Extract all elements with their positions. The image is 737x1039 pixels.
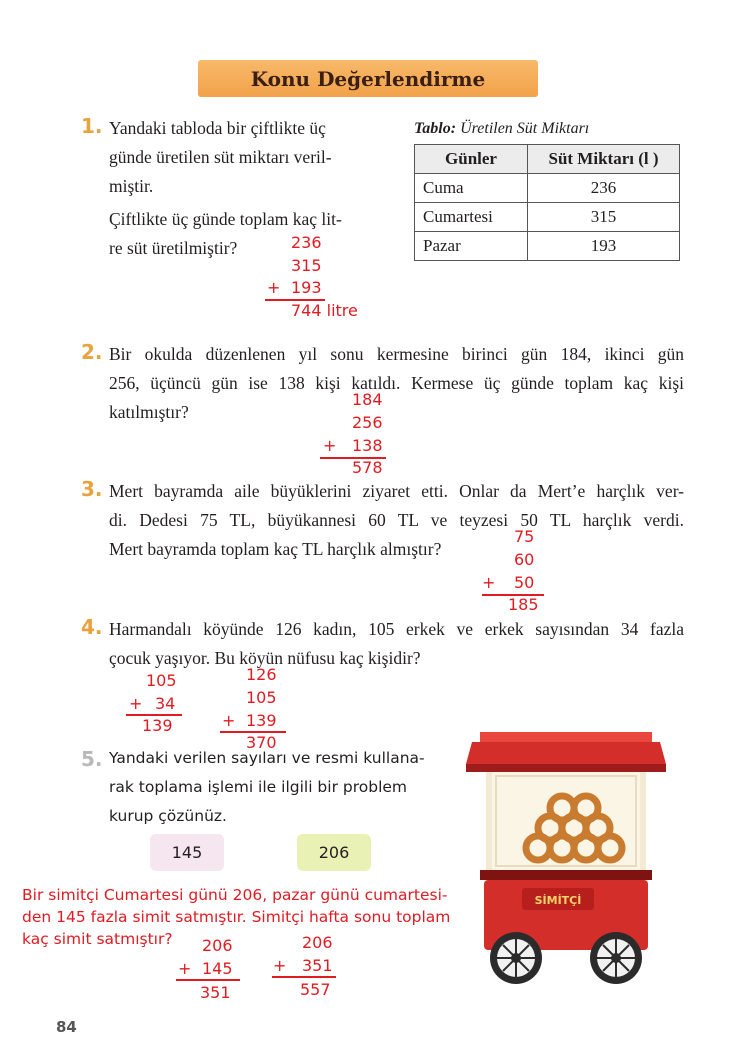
text-line: Harmandalı köyünde 126 kadın, 105 erkek ve erkek sayısından 34 fazla: [109, 619, 684, 639]
number-box-145: [150, 834, 224, 871]
answer-q1-n3: 193: [291, 278, 322, 297]
text-line: Mert bayramda aile büyüklerini ziyaret etti. Onlar da Mert’e harçlık ver-: [109, 481, 684, 501]
cart-counter: [480, 870, 652, 880]
table-cell: 236: [528, 174, 680, 203]
table-caption: [414, 120, 589, 138]
question-number-3: 3.: [81, 477, 103, 501]
cart-wheel-right: [590, 932, 642, 984]
table-caption-text: Üretilen Süt Miktarı: [460, 120, 590, 137]
answer-q1-plus: +: [267, 278, 281, 297]
table-row: [415, 203, 680, 232]
answer-q1-n2: 315: [291, 256, 322, 275]
section-title: Konu Değerlendirme: [250, 66, 486, 91]
simit-cart-illustration: [466, 730, 666, 992]
answer-q1-n1: 236: [291, 233, 322, 252]
page-number: 84: [56, 1018, 77, 1036]
answer-q3-n2: 60: [514, 550, 535, 569]
answer-q5a-n1: 206: [202, 936, 233, 955]
number-box-value: 206: [318, 843, 350, 862]
cart-roof-edge: [466, 764, 666, 772]
answer-q5b-n1: 206: [302, 933, 333, 952]
text-line: Çiftlikte üç günde toplam kaç lit-: [109, 209, 342, 229]
text-line: kurup çözünüz.: [109, 807, 227, 825]
table-cell: Cuma: [415, 174, 528, 203]
table-header-row: [415, 145, 680, 174]
question-number-1: 1.: [81, 114, 103, 138]
question-number-2: 2.: [81, 340, 103, 364]
answer-q5b-line: [272, 976, 336, 978]
text-line: Bir okulda düzenlenen yıl sonu kermesine birinci gün 184, ikinci gün: [109, 344, 684, 364]
table-row: [415, 174, 680, 203]
table-cell: 315: [528, 203, 680, 232]
number-box-206: [297, 834, 371, 871]
table-cell: Pazar: [415, 232, 528, 261]
text-line: den 145 fazla simit satmıştır. Simitçi hafta sonu toplam: [22, 908, 451, 926]
question-4-text: [109, 615, 684, 673]
answer-q4a-plus: +: [129, 694, 143, 713]
answer-q5a-n2: 145: [202, 959, 233, 978]
answer-q5a-result: 351: [200, 983, 231, 1002]
question-1-text: [109, 114, 409, 263]
text-line: Bir simitçi Cumartesi günü 206, pazar günü cumartesi-: [22, 886, 448, 904]
answer-q4b-n3: 139: [246, 711, 277, 730]
text-line: di. Dedesi 75 TL, büyükannesi 60 TL ve teyzesi 50 TL harçlık verdi.: [109, 510, 684, 530]
answer-q5b-result: 557: [300, 980, 331, 999]
question-2-text: [109, 340, 684, 427]
question-3-text: [109, 477, 684, 564]
text-line: günde üretilen süt miktarı veril-: [109, 147, 332, 167]
table-header: Süt Miktarı (l ): [528, 145, 680, 174]
text-line: miştir.: [109, 176, 154, 196]
answer-q3-plus: +: [482, 573, 496, 592]
answer-q4b-result: 370: [246, 733, 277, 752]
table-header: Günler: [415, 145, 528, 174]
answer-q2-n3: 138: [352, 436, 383, 455]
answer-q5b-plus: +: [273, 956, 287, 975]
answer-q4b-plus: +: [222, 711, 236, 730]
answer-q5b-n2: 351: [302, 956, 333, 975]
table-row: [415, 232, 680, 261]
answer-q4b-n1: 126: [246, 665, 277, 684]
section-title-banner: [198, 60, 538, 97]
answer-q3-result: 185: [508, 595, 539, 614]
cart-post-left: [486, 772, 492, 872]
cart-wheel-left: [490, 932, 542, 984]
answer-q2-n2: 256: [352, 413, 383, 432]
cart-label: SİMİTÇİ: [534, 894, 582, 907]
handwritten-problem: [22, 884, 492, 950]
text-line: 256, üçüncü gün ise 138 kişi katıldı. Kermese üç günde toplam kaç kişi: [109, 373, 684, 393]
text-line: katılmıştır?: [109, 402, 189, 422]
answer-q5a-line: [176, 979, 240, 981]
answer-q3-n1: 75: [514, 527, 535, 546]
question-number-5: 5.: [81, 747, 103, 771]
text-line: rak toplama işlemi ile ilgili bir problem: [109, 778, 408, 796]
answer-q5a-plus: +: [178, 959, 192, 978]
text-line: Yandaki verilen sayıları ve resmi kullana-: [109, 749, 425, 767]
answer-q4b-n2: 105: [246, 688, 277, 707]
milk-table: [414, 144, 680, 261]
text-line: Yandaki tabloda bir çiftlikte üç: [109, 118, 326, 138]
cart-roof-top: [480, 732, 652, 742]
answer-q3-n3: 50: [514, 573, 535, 592]
question-5-text: [109, 744, 439, 831]
answer-q1-result: 744 litre: [291, 301, 358, 320]
number-box-value: 145: [171, 843, 203, 862]
question-number-4: 4.: [81, 615, 103, 639]
answer-q2-result: 578: [352, 458, 383, 477]
text-line: çocuk yaşıyor. Bu köyün nüfusu kaç kişidir?: [109, 648, 421, 668]
table-caption-label: Tablo:: [414, 120, 457, 137]
table-cell: Cumartesi: [415, 203, 528, 232]
text-line: kaç simit satmıştır?: [22, 930, 173, 948]
answer-q2-n1: 184: [352, 390, 383, 409]
cart-roof: [466, 742, 666, 764]
answer-q4a-result: 139: [142, 716, 173, 735]
cart-post-right: [640, 772, 646, 872]
answer-q4a-n1: 105: [146, 671, 177, 690]
text-line: Mert bayramda toplam kaç TL harçlık almıştır?: [109, 539, 442, 559]
text-line: re süt üretilmiştir?: [109, 238, 238, 258]
answer-q2-plus: +: [323, 436, 337, 455]
answer-q4a-n2: 34: [155, 694, 176, 713]
table-cell: 193: [528, 232, 680, 261]
